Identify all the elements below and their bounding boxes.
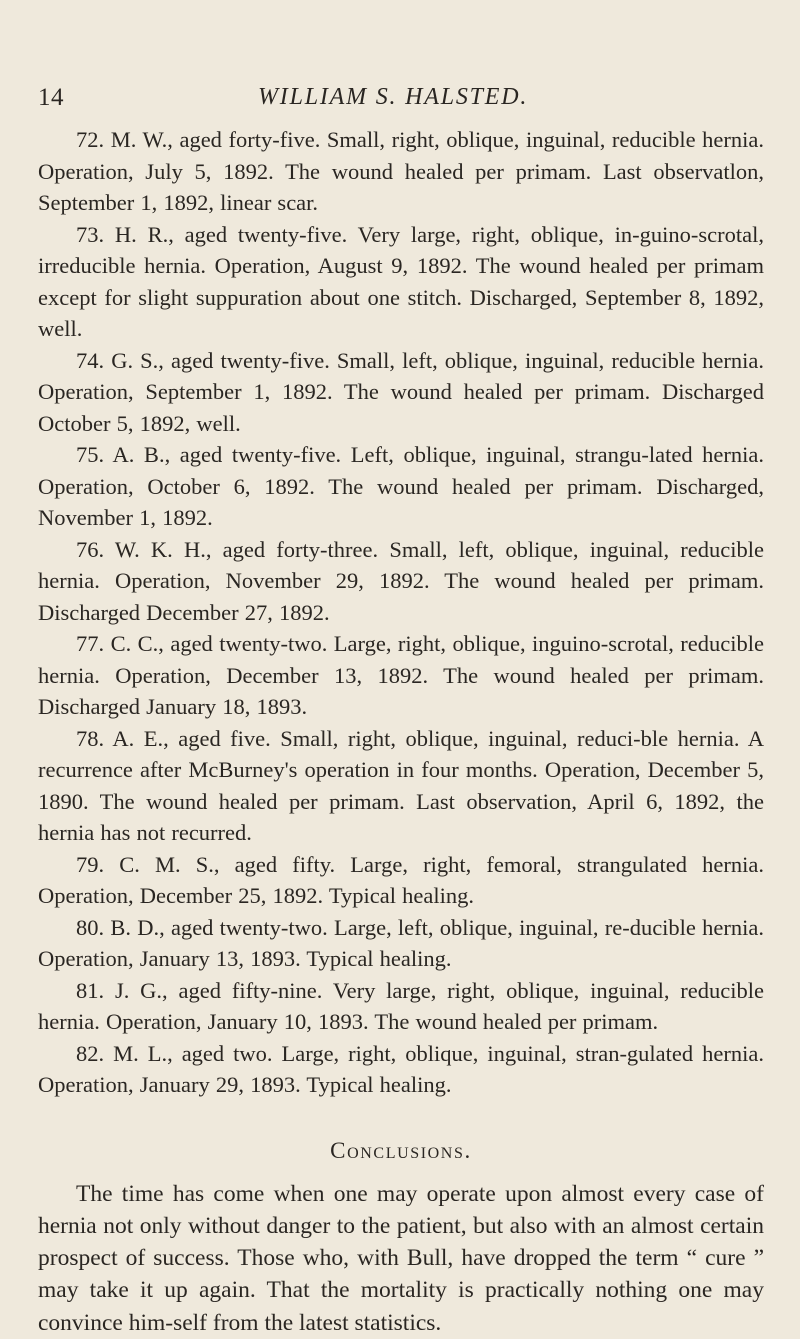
case-entry: 77. C. C., aged twenty-two. Large, right, oblique, inguino-scrotal, reducible hernia. Operation, December 13, 1892. The wound healed per primam. Discharged January 18, 1893. <box>38 631 764 719</box>
case-list <box>38 124 764 1101</box>
conclusions-heading: Conclusions. <box>330 1137 472 1163</box>
case-entry: 82. M. L., aged two. Large, right, oblique, inguinal, stran-gulated hernia. Operation, January 29, 1893. Typical healing. <box>38 1040 764 1097</box>
case-entry: 76. W. K. H., aged forty-three. Small, left, oblique, inguinal, reducible hernia. Operation, November 29, 1892. The wound healed per primam. Discharged December 27, 1892. <box>38 536 764 625</box>
case-entry: 81. J. G., aged fifty-nine. Very large, right, oblique, inguinal, reducible hernia. Operation, January 10, 1893. The wound healed per primam. <box>38 977 764 1034</box>
case-entry: 72. M. W., aged forty-five. Small, right, oblique, inguinal, reducible hernia. Operation, July 5, 1892. The wound healed per primam. Last observatlon, September 1, 1892, linear scar. <box>38 127 764 215</box>
case-entry: 73. H. R., aged twenty-five. Very large, right, oblique, in-guino-scrotal, irreducible hernia. Operation, August 9, 1892. The wound healed per primam except for slight suppuration about one stitch. Discharged, September 8, 1892, well. <box>38 221 764 341</box>
conclusions-paragraph: The time has come when one may operate upon almost every case of hernia not only without danger to the patient, but also with an almost certain prospect of success. Those who, with Bull, have dropped the term “ cure ” may take it up again. That the mortality is practically nothing one may convince him-self from the latest statistics. <box>38 1180 764 1336</box>
page-header <box>0 84 800 114</box>
page-number: 14 <box>38 84 64 111</box>
case-entry: 80. B. D., aged twenty-two. Large, left, oblique, inguinal, re-ducible hernia. Operation, January 13, 1893. Typical healing. <box>38 914 764 971</box>
case-entry: 74. G. S., aged twenty-five. Small, left, oblique, inguinal, reducible hernia. Operation, September 1, 1892. The wound healed per primam. Discharged October 5, 1892, well. <box>38 347 764 436</box>
case-entry: 78. A. E., aged five. Small, right, oblique, inguinal, reduci-ble hernia. A recurrence after McBurney's operation in four months. Operation, December 5, 1890. The wound healed per primam. Last observation, April 6, 1892, the hernia has not recurred. <box>38 725 764 845</box>
body-text <box>38 124 764 1339</box>
running-head: WILLIAM S. HALSTED. <box>258 84 529 110</box>
case-entry: 79. C. M. S., aged fifty. Large, right, femoral, strangulated hernia. Operation, December 25, 1892. Typical healing. <box>38 851 764 908</box>
case-entry: 75. A. B., aged twenty-five. Left, oblique, inguinal, strangu-lated hernia. Operation, October 6, 1892. The wound healed per primam. Discharged, November 1, 1892. <box>38 442 764 530</box>
